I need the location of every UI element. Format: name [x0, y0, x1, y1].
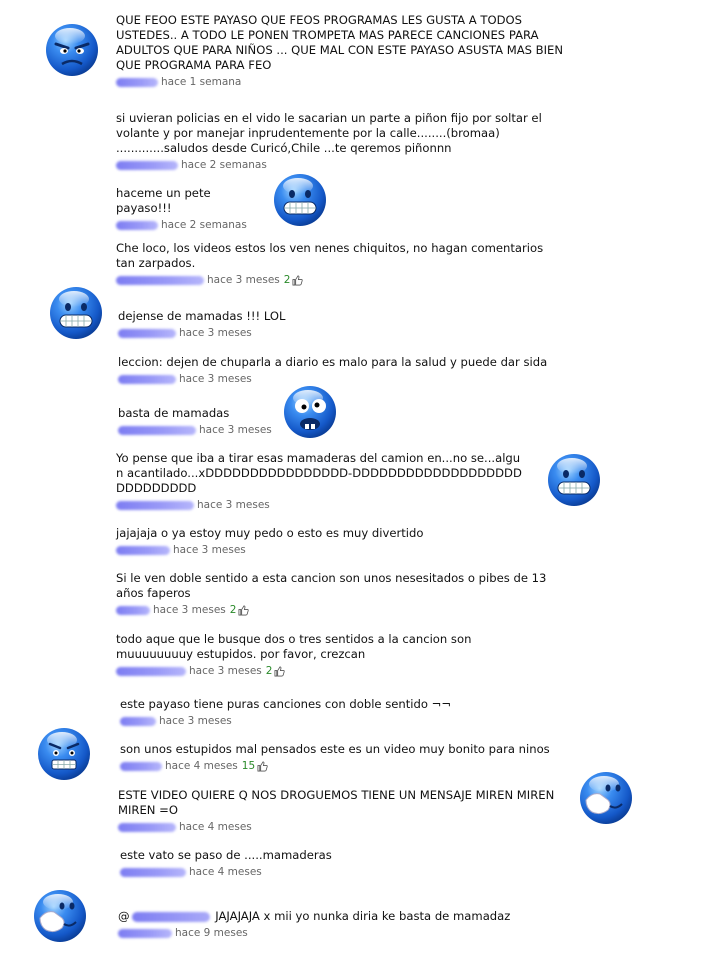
thumbs-up-icon[interactable]: [238, 605, 249, 616]
comment-meta: [118, 372, 578, 386]
comment-text: basta de mamadas: [118, 406, 230, 420]
username-link[interactable]: [116, 667, 186, 676]
comment-text: son unos estupidos mal pensados este es un video muy bonito para ninos: [120, 742, 550, 756]
waving-smiley-icon: [578, 770, 634, 826]
comment-meta: [116, 218, 266, 232]
comment-meta: [116, 603, 566, 617]
comment-time: hace 2 semanas: [181, 159, 267, 171]
comment-text: si uvieran policias en el vido le sacarian un parte a piñon fijo por soltar el volante y por manejar inprudentemente por la calle........(bromaa) .............saludos desde Curicó,Chile ...te qeremos piñonnn: [116, 111, 542, 155]
vote-count: 2: [229, 604, 237, 616]
comment-time: hace 4 meses: [179, 821, 252, 833]
comment-meta: [118, 326, 418, 340]
comment-item: [118, 406, 278, 437]
vote-count: 2: [283, 274, 291, 286]
comment-time: hace 3 meses: [197, 499, 270, 511]
comment-item: [118, 309, 418, 340]
comment-text: leccion: dejen de chuparla a diario es malo para la salud y puede dar sida: [118, 355, 548, 369]
comment-item: [120, 742, 560, 773]
username-link[interactable]: [116, 221, 158, 230]
comment-time: hace 9 meses: [175, 927, 248, 939]
comment-text: Si le ven doble sentido a esta cancion son unos nesesitados o pibes de 13 años faperos: [116, 571, 547, 600]
vote-count: 2: [265, 665, 273, 677]
comment-text: haceme un pete payaso!!!: [116, 186, 211, 215]
username-link[interactable]: [120, 717, 156, 726]
comment-meta: [120, 865, 420, 879]
comment-meta: [116, 664, 546, 678]
thumbs-up-icon[interactable]: [274, 666, 285, 677]
comment-item: [116, 13, 576, 89]
comment-time: hace 3 meses: [207, 274, 280, 286]
comment-text: Yo pense que iba a tirar esas mamaderas del camion en...no se...algun acantilado...xDDDDDDDDDDDDDDDD-DDDDDDDDDDDDDDDDDDDDDDDDDDDD: [116, 451, 522, 495]
username-link[interactable]: [118, 426, 196, 435]
username-link[interactable]: [116, 546, 170, 555]
comment-text: este payaso tiene puras canciones con doble sentido ¬¬: [120, 697, 452, 711]
comment-time: hace 3 meses: [179, 373, 252, 385]
comment-body: JAJAJAJA x mii yo nunka diria ke basta de mamadaz: [215, 909, 511, 923]
comment-text: [118, 909, 568, 924]
comment-item: [116, 632, 546, 678]
comment-item: [118, 355, 578, 386]
comment-item: [116, 526, 556, 557]
comment-time: hace 3 meses: [189, 665, 262, 677]
comment-meta: [120, 714, 560, 728]
comment-meta: [120, 759, 560, 773]
comment-item: [120, 848, 420, 879]
username-link[interactable]: [116, 276, 204, 285]
mention-link[interactable]: [132, 912, 210, 922]
comment-time: hace 2 semanas: [161, 219, 247, 231]
username-link[interactable]: [118, 929, 172, 938]
grin-smiley-icon: [48, 285, 104, 341]
comment-text: todo aque que le busque dos o tres sentidos a la cancion son muuuuuuuuy estupidos. por favor, crezcan: [116, 632, 472, 661]
comment-time: hace 1 semana: [161, 76, 242, 88]
username-link[interactable]: [116, 78, 158, 87]
thumbs-up-icon[interactable]: [257, 761, 268, 772]
comment-text: este vato se paso de .....mamaderas: [120, 848, 332, 862]
comment-text: ESTE VIDEO QUIERE Q NOS DROGUEMOS TIENE UN MENSAJE MIREN MIREN MIREN =O: [118, 788, 555, 817]
username-link[interactable]: [116, 606, 150, 615]
username-link[interactable]: [116, 501, 194, 510]
comment-item: [116, 186, 266, 232]
comment-item: [118, 788, 568, 834]
comment-text: dejense de mamadas !!! LOL: [118, 309, 286, 323]
comment-meta: [116, 498, 526, 512]
username-link[interactable]: [118, 375, 176, 384]
username-link[interactable]: [118, 823, 176, 832]
comment-item: [120, 697, 560, 728]
username-link[interactable]: [118, 329, 176, 338]
comment-meta: [116, 273, 556, 287]
comment-time: hace 3 meses: [179, 327, 252, 339]
comment-time: hace 4 meses: [189, 866, 262, 878]
username-link[interactable]: [120, 868, 186, 877]
comment-item: [116, 241, 556, 287]
comment-meta: [118, 423, 278, 437]
comment-item: [118, 909, 568, 940]
grimace-smiley-icon: [36, 726, 92, 782]
comment-item: [116, 571, 566, 617]
comment-time: hace 3 meses: [159, 715, 232, 727]
comment-time: hace 4 meses: [165, 760, 238, 772]
comment-time: hace 3 meses: [173, 544, 246, 556]
comment-text: QUE FEOO ESTE PAYASO QUE FEOS PROGRAMAS LES GUSTA A TODOS USTEDES.. A TODO LE PONEN TROMPETA MAS PARECE CANCIONES PARA ADULTOS QUE PARA NIÑOS ... QUE MAL CON ESTE PAYASO ASUSTA MAS BIEN QUE PROGRAMA PARA FEO: [116, 13, 564, 72]
grin-smiley-icon: [546, 452, 602, 508]
thumbs-up-icon[interactable]: [292, 275, 303, 286]
comment-meta: [116, 158, 576, 172]
mention-prefix: @: [118, 909, 130, 923]
crazy-smiley-icon: [282, 384, 338, 440]
comment-meta: [116, 75, 576, 89]
vote-count: 15: [241, 760, 256, 772]
username-link[interactable]: [120, 762, 162, 771]
comment-text: Che loco, los videos estos los ven nenes chiquitos, no hagan comentarios tan zarpados.: [116, 241, 544, 270]
waving-smiley-icon: [32, 888, 88, 944]
comment-item: [116, 111, 576, 172]
comment-text: jajajaja o ya estoy muy pedo o esto es muy divertido: [116, 526, 424, 540]
comment-meta: [118, 820, 568, 834]
comment-time: hace 3 meses: [153, 604, 226, 616]
comment-item: [116, 451, 526, 512]
angry-smiley-icon: [44, 22, 100, 78]
comment-time: hace 3 meses: [199, 424, 272, 436]
username-link[interactable]: [116, 161, 178, 170]
comment-meta: [116, 543, 556, 557]
comment-meta: [118, 926, 568, 940]
grin-smiley-icon: [272, 172, 328, 228]
